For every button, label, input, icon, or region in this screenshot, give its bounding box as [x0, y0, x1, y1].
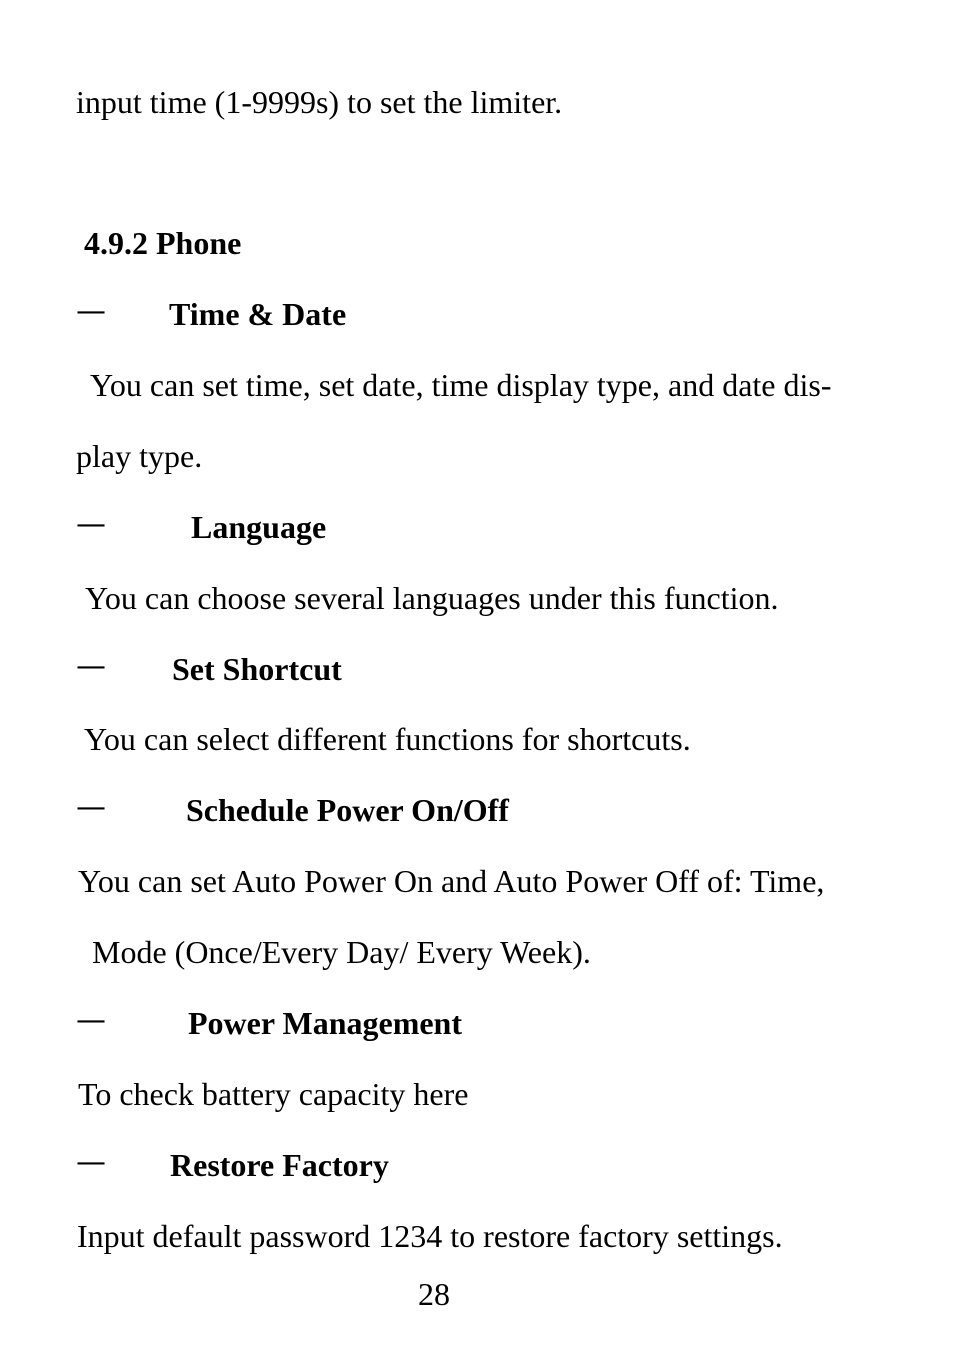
section-title: 4.9.2 Phone: [84, 225, 242, 261]
item-heading-schedule-power: Schedule Power On/Off: [186, 792, 509, 828]
item-body-language-line-1: You can choose several languages under this function.: [85, 580, 779, 616]
item-body-power-management-line-1: To check battery capacity here: [78, 1076, 469, 1112]
item-body-schedule-power-line-2: Mode (Once/Every Day/ Every Week).: [92, 934, 591, 970]
intro-text: input time (1-9999s) to set the limiter.: [76, 84, 563, 120]
item-heading-restore-factory: Restore Factory: [170, 1147, 389, 1183]
bullet-dash-icon: —: [76, 507, 106, 542]
item-body-schedule-power-line-1: You can set Auto Power On and Auto Power Off of: Time,: [78, 863, 825, 899]
bullet-dash-icon: —: [76, 790, 106, 825]
item-body-time-date-line-1: You can set time, set date, time display type, and date dis-: [90, 367, 832, 403]
item-heading-time-date: Time & Date: [169, 296, 347, 332]
item-body-time-date-line-2: play type.: [76, 438, 203, 474]
item-body-restore-factory-line-1: Input default password 1234 to restore factory settings.: [77, 1218, 783, 1254]
item-heading-set-shortcut: Set Shortcut: [172, 651, 342, 687]
bullet-dash-icon: —: [76, 1145, 106, 1180]
page-number: 28: [418, 1276, 450, 1312]
item-body-set-shortcut-line-1: You can select different functions for shortcuts.: [84, 721, 691, 757]
bullet-dash-icon: —: [76, 649, 106, 684]
item-heading-power-management: Power Management: [188, 1005, 462, 1041]
item-heading-language: Language: [191, 509, 327, 545]
bullet-dash-icon: —: [76, 1003, 106, 1038]
bullet-dash-icon: —: [76, 294, 106, 329]
